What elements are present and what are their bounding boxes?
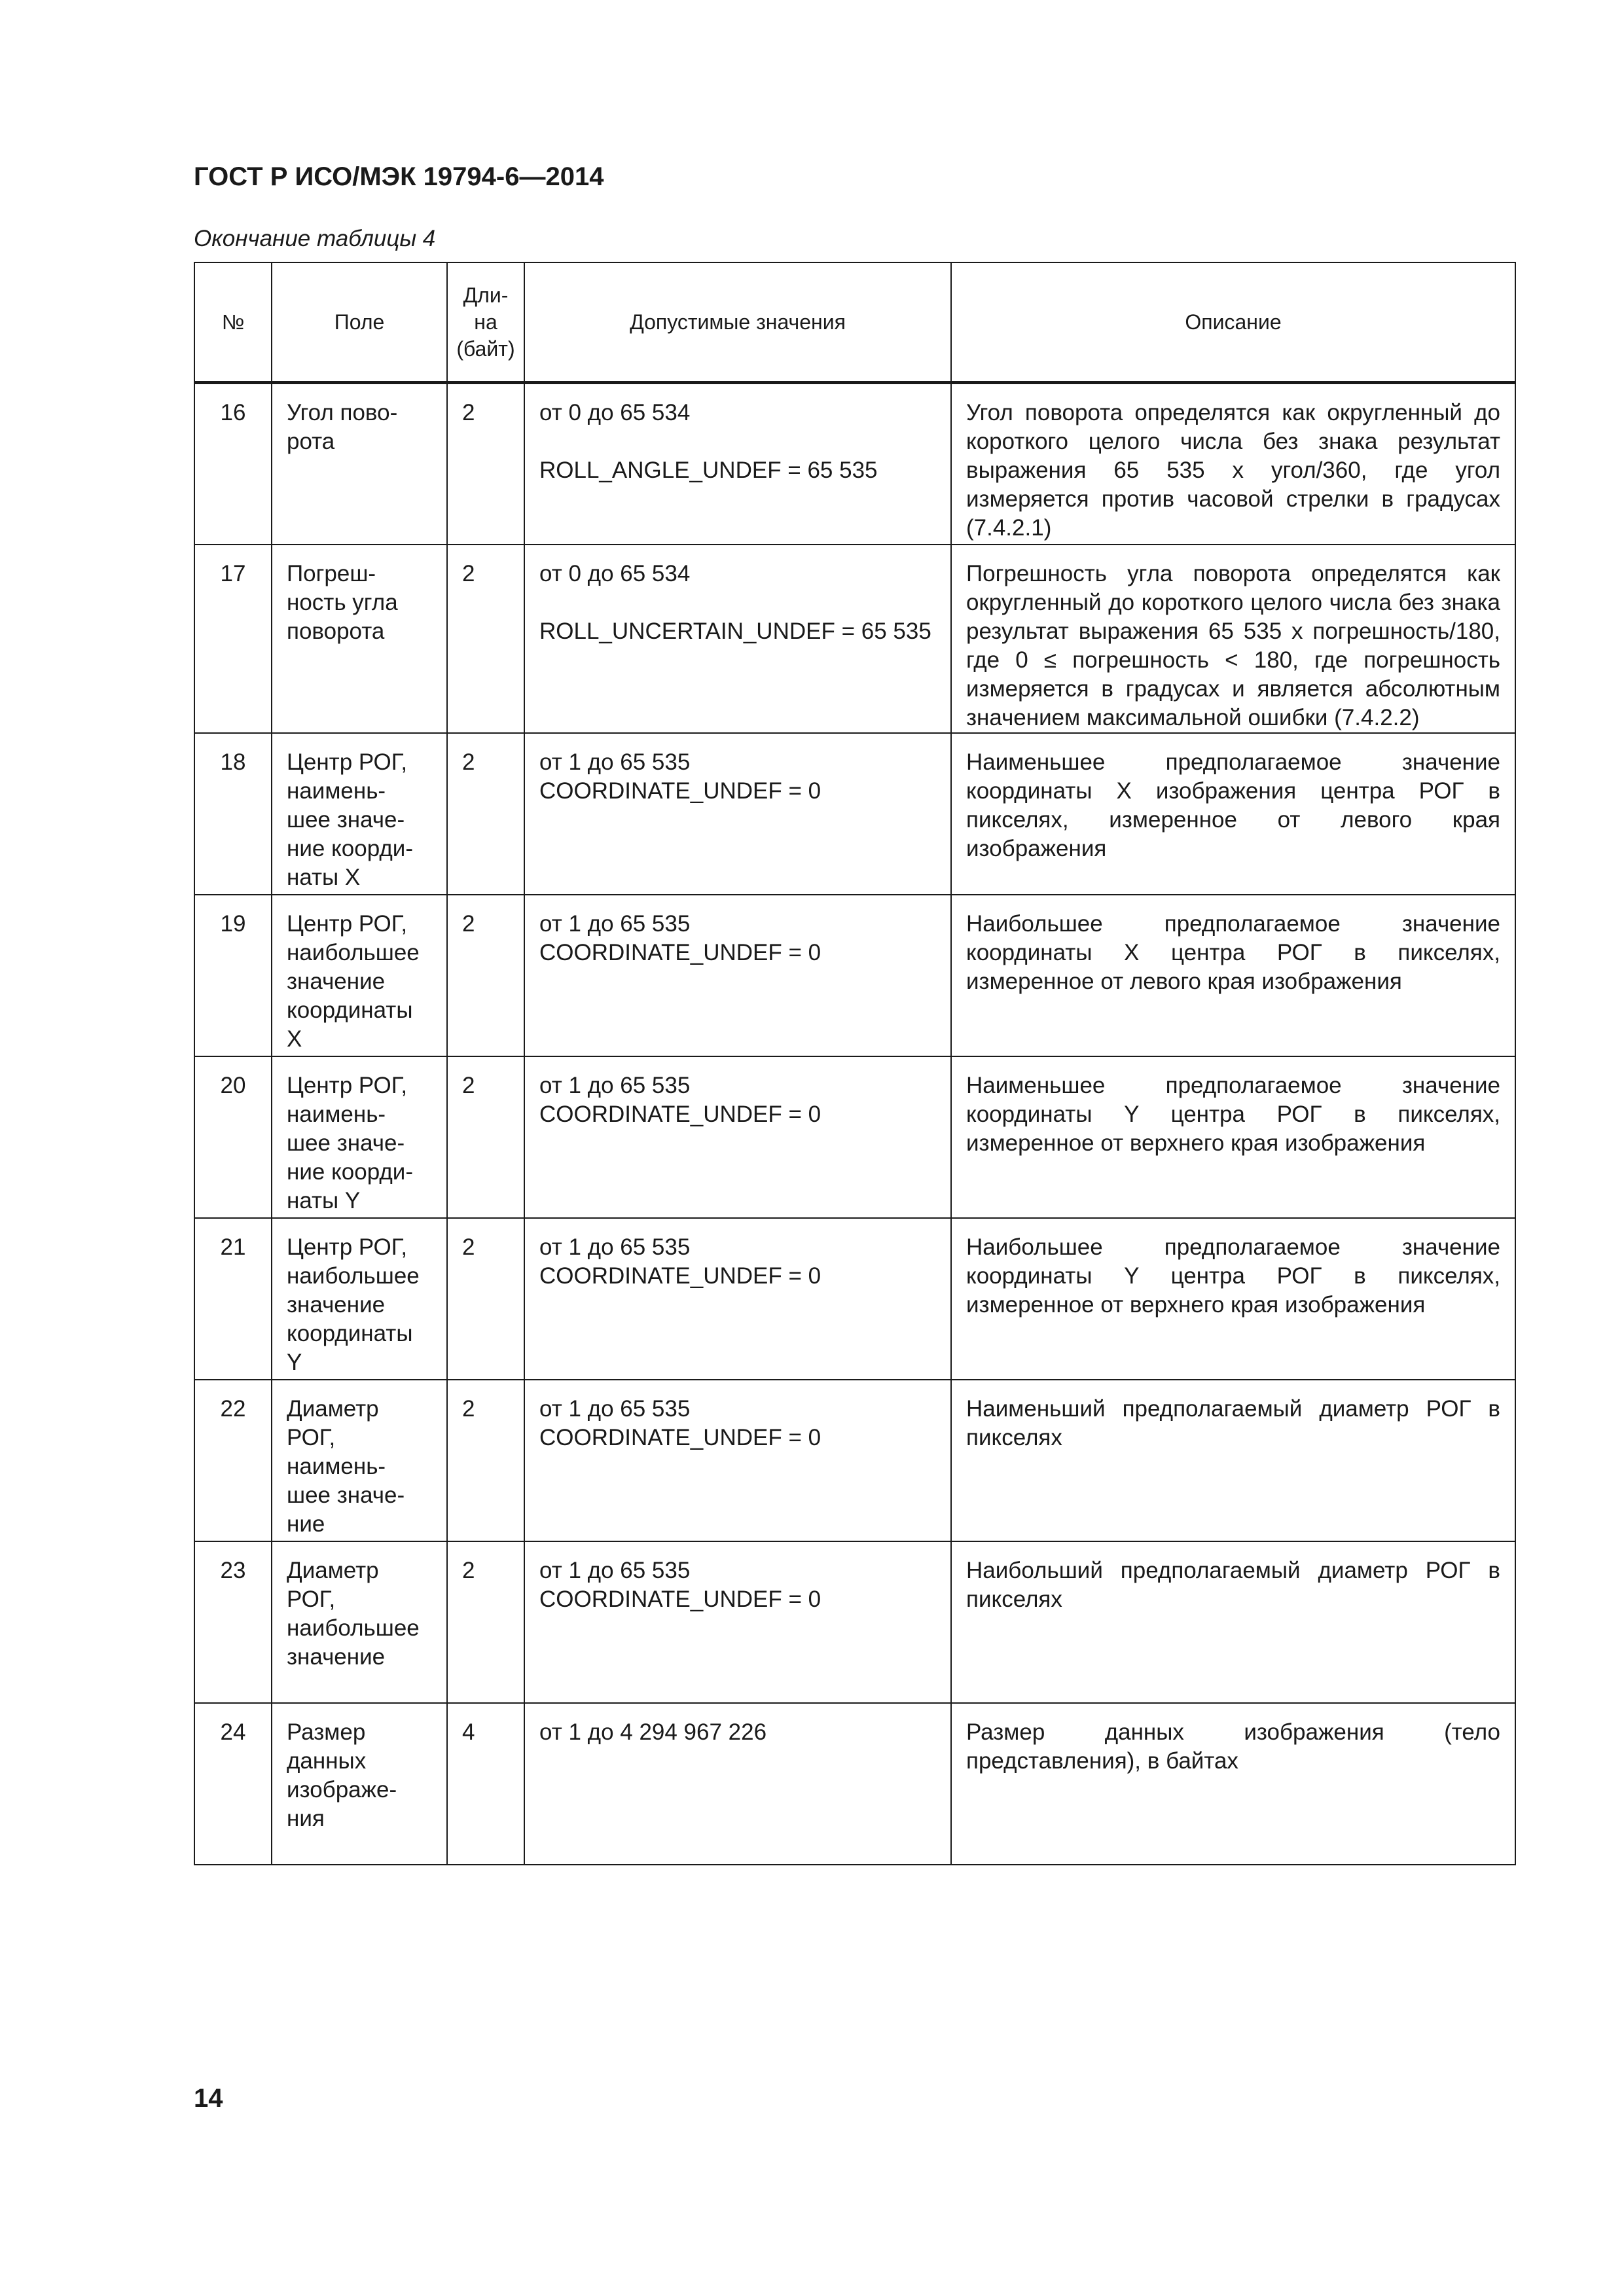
- cell-length: 2: [447, 383, 524, 545]
- header-description: Описание: [951, 262, 1515, 383]
- cell-description: Наибольшее предполагаемое значение координаты X центра РОГ в пикселях, измеренное от левого края изображения: [951, 895, 1515, 1056]
- value-line: от 1 до 65 535: [539, 1557, 691, 1583]
- cell-values: [524, 895, 951, 1056]
- cell-length: 2: [447, 1218, 524, 1380]
- header-num: №: [194, 262, 272, 383]
- table-row: [194, 733, 1515, 895]
- cell-num: 24: [194, 1703, 272, 1865]
- cell-values: [524, 545, 951, 733]
- page-number: 14: [194, 2084, 223, 2113]
- cell-num: 16: [194, 383, 272, 545]
- cell-values: [524, 1218, 951, 1380]
- data-table: [194, 262, 1516, 1865]
- value-line: COORDINATE_UNDEF = 0: [539, 1424, 821, 1450]
- cell-length: 2: [447, 545, 524, 733]
- cell-description: Погрешность угла поворота определятся как округленный до короткого целого числа без знака результат выражения 65 535 х погрешность/180, где 0 ≤ погрешность < 180, где погрешность измеряется в градусах и является абсолютным значением максимальной ошибки (7.4.2.2): [951, 545, 1515, 733]
- cell-num: 21: [194, 1218, 272, 1380]
- header-row: [194, 262, 1515, 383]
- cell-values: [524, 1056, 951, 1218]
- cell-length: 2: [447, 733, 524, 895]
- cell-field: Диаметр РОГ, наибольшее значение: [272, 1541, 447, 1703]
- cell-description: Наибольший предполагаемый диаметр РОГ в пикселях: [951, 1541, 1515, 1703]
- cell-values: [524, 733, 951, 895]
- cell-field: Размер данных изображе- ния: [272, 1703, 447, 1865]
- cell-field: Центр РОГ, наибольшее значение координаты Y: [272, 1218, 447, 1380]
- table-row: [194, 1056, 1515, 1218]
- header-length: Дли- на (байт): [447, 262, 524, 383]
- cell-length: 2: [447, 1056, 524, 1218]
- cell-field: Угол пово- рота: [272, 383, 447, 545]
- table-row: [194, 383, 1515, 545]
- cell-values: [524, 383, 951, 545]
- table-body: [194, 383, 1515, 1865]
- table-row: [194, 1380, 1515, 1541]
- cell-values: [524, 1541, 951, 1703]
- cell-description: Наименьший предполагаемый диаметр РОГ в пикселях: [951, 1380, 1515, 1541]
- cell-field: Центр РОГ, наимень- шее значе- ние коорди- наты Y: [272, 1056, 447, 1218]
- cell-length: 2: [447, 895, 524, 1056]
- cell-num: 23: [194, 1541, 272, 1703]
- cell-field: Погреш- ность угла поворота: [272, 545, 447, 733]
- cell-description: Угол поворота определятся как округленный до короткого целого числа без знака результат выражения 65 535 х угол/360, где угол измеряется против часовой стрелки в градусах (7.4.2.1): [951, 383, 1515, 545]
- cell-description: Наименьшее предполагаемое значение координаты Y центра РОГ в пикселях, измеренное от верхнего края изображения: [951, 1056, 1515, 1218]
- cell-length: 2: [447, 1541, 524, 1703]
- value-line: COORDINATE_UNDEF = 0: [539, 1263, 821, 1289]
- header-values: Допустимые значения: [524, 262, 951, 383]
- document-title: ГОСТ Р ИСО/МЭК 19794-6—2014: [194, 162, 604, 191]
- value-line: от 0 до 65 534: [539, 560, 691, 586]
- cell-field: Центр РОГ, наимень- шее значе- ние коорди- наты X: [272, 733, 447, 895]
- cell-values: [524, 1703, 951, 1865]
- cell-description: Наименьшее предполагаемое значение координаты X изображения центра РОГ в пикселях, измеренное от левого края изображения: [951, 733, 1515, 895]
- value-line: COORDINATE_UNDEF = 0: [539, 1101, 821, 1127]
- table-row: [194, 1703, 1515, 1865]
- value-line: от 1 до 4 294 967 226: [539, 1719, 767, 1745]
- cell-description: Размер данных изображения (тело представления), в байтах: [951, 1703, 1515, 1865]
- table-row: [194, 1541, 1515, 1703]
- table-caption: Окончание таблицы 4: [194, 226, 436, 251]
- cell-num: 17: [194, 545, 272, 733]
- table-row: [194, 1218, 1515, 1380]
- header-field: Поле: [272, 262, 447, 383]
- cell-num: 20: [194, 1056, 272, 1218]
- value-line: от 1 до 65 535: [539, 910, 691, 937]
- value-line: COORDINATE_UNDEF = 0: [539, 1586, 821, 1612]
- value-line: ROLL_UNCERTAIN_UNDEF = 65 535: [539, 618, 931, 644]
- value-line: COORDINATE_UNDEF = 0: [539, 778, 821, 804]
- value-line: от 1 до 65 535: [539, 1395, 691, 1422]
- value-line: от 1 до 65 535: [539, 749, 691, 775]
- value-line: от 1 до 65 535: [539, 1234, 691, 1260]
- value-line: COORDINATE_UNDEF = 0: [539, 939, 821, 965]
- cell-num: 19: [194, 895, 272, 1056]
- cell-num: 18: [194, 733, 272, 895]
- table-row: [194, 895, 1515, 1056]
- value-line: ROLL_ANGLE_UNDEF = 65 535: [539, 457, 878, 483]
- table-header: [194, 262, 1515, 383]
- value-line: от 0 до 65 534: [539, 400, 691, 425]
- cell-description: Наибольшее предполагаемое значение координаты Y центра РОГ в пикселях, измеренное от верхнего края изображения: [951, 1218, 1515, 1380]
- cell-values: [524, 1380, 951, 1541]
- cell-length: 4: [447, 1703, 524, 1865]
- value-line: от 1 до 65 535: [539, 1072, 691, 1098]
- cell-num: 22: [194, 1380, 272, 1541]
- table-row: [194, 545, 1515, 733]
- cell-field: Диаметр РОГ, наимень- шее значе- ние: [272, 1380, 447, 1541]
- cell-field: Центр РОГ, наибольшее значение координаты X: [272, 895, 447, 1056]
- cell-length: 2: [447, 1380, 524, 1541]
